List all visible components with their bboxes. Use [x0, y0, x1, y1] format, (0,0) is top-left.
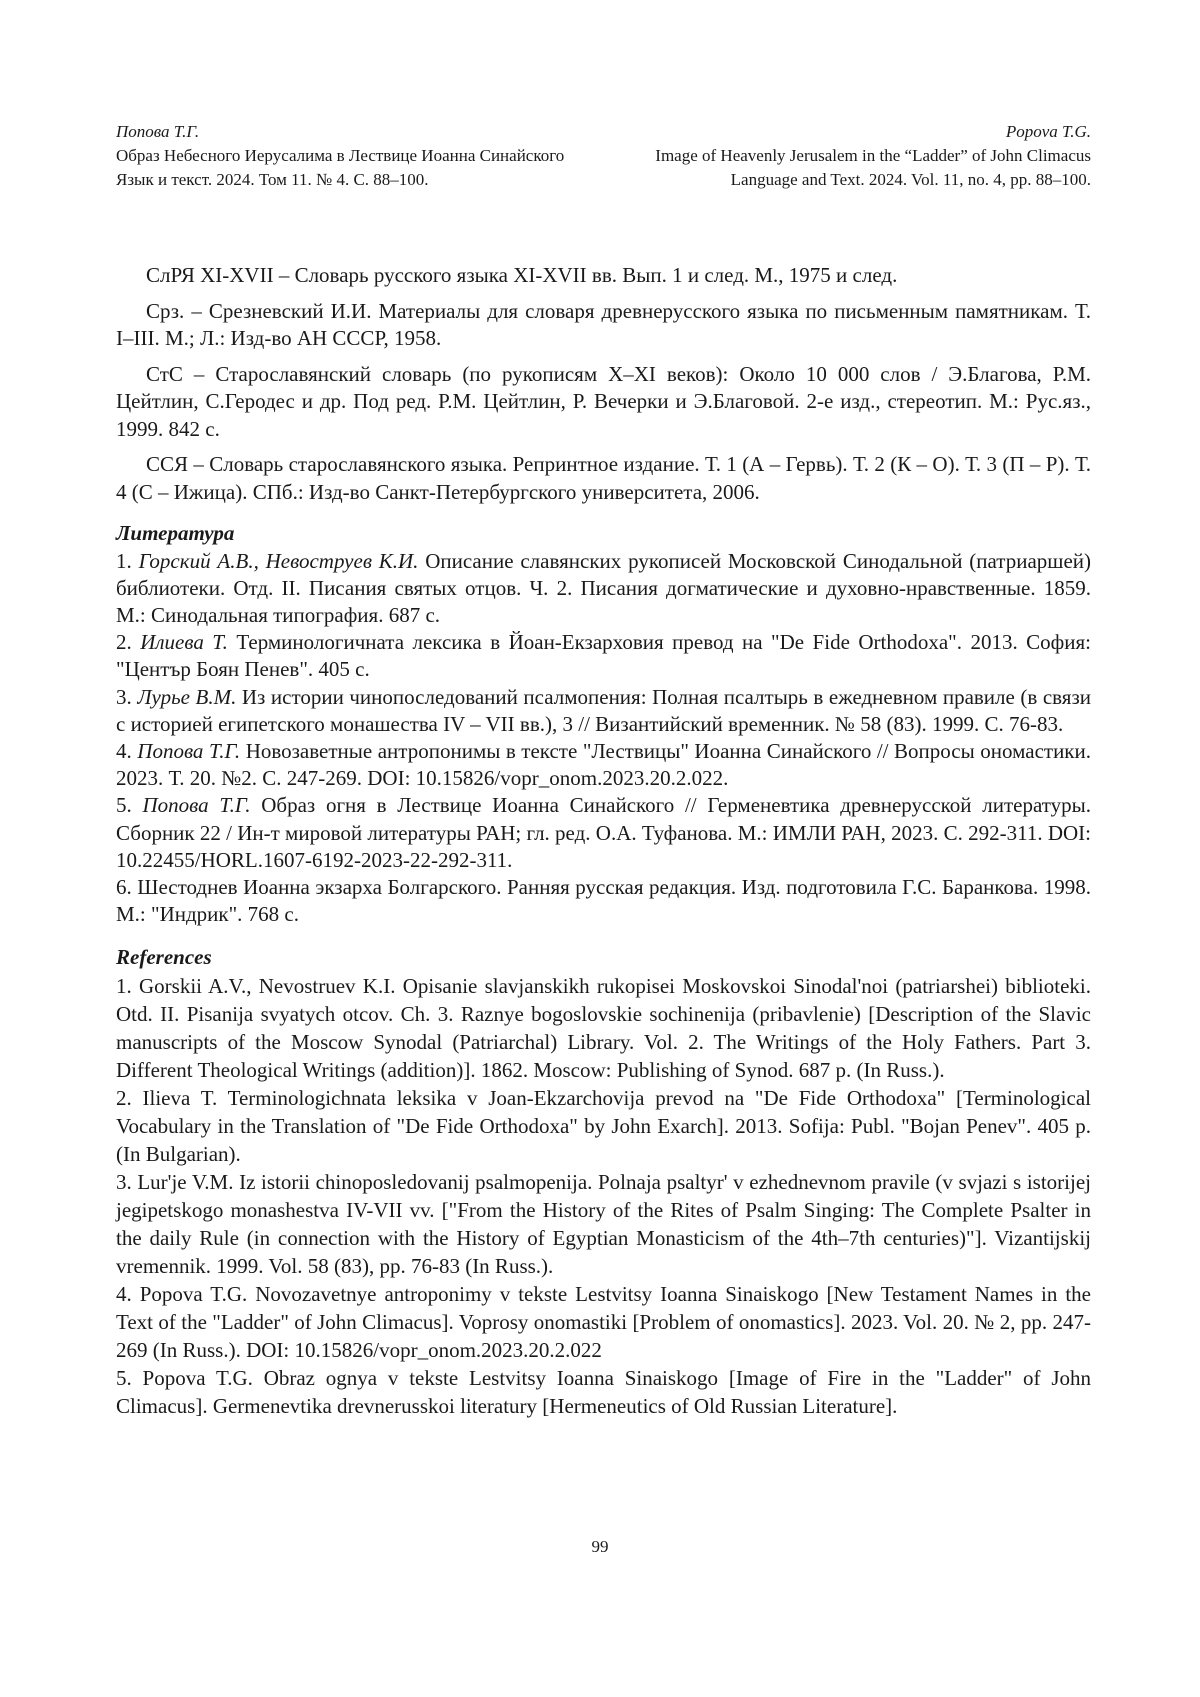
entry-author: Горский А.В., Невоструев К.И. [139, 549, 419, 573]
abbreviation-list [116, 262, 1091, 506]
entry-text: Терминологичната лексика в Йоан-Екзарховия превод на "De Fide Orthodoxa". 2013. София: "Център Боян Пенев". 405 с. [116, 630, 1091, 681]
literature-entry [116, 792, 1091, 874]
header-russian [116, 120, 571, 192]
entry-number: 2. [116, 630, 140, 654]
header-english [636, 120, 1091, 192]
references-heading: References [116, 944, 1091, 972]
entry-author: Илиева Т. [140, 630, 228, 654]
entry-author: Лурье В.М. [137, 685, 236, 709]
entry-number: 6. [116, 875, 137, 899]
abbreviation-entry: ССЯ – Словарь старославянского языка. Репринтное издание. Т. 1 (А – Гервь). Т. 2 (К – О). Т. 3 (П – Р). Т. 4 (С – Ижица). СПб.: Изд-во Санкт-Петербургского университета, 2006. [116, 451, 1091, 506]
entry-number: 3. [116, 685, 137, 709]
entry-text: Из истории чинопоследований псалмопения: Полная псалтырь в ежедневном правиле (в связи с историей египетского монашества IV – VII вв.), 3 // Византийский временник. № 58 (83). 1999. С. 76-83. [116, 685, 1091, 736]
literature-entry [116, 874, 1091, 928]
entry-text: Описание славянских рукописей Московской Синодальной (патриаршей) библиотеки. Отд. II. Писания святых отцов. Ч. 2. Писания догматические и духовно-нравственные. 1859. М.: Синодальная типография. 687 с. [116, 549, 1091, 627]
reference-entry: 2. Ilieva T. Terminologichnata leksika v Joan-Ekzarchovija prevod na "De Fide Orthodoxa" [Terminological Vocabulary in the Translation of "De Fide Orthodoxa" by John Exarch]. 2013. Sofija: Publ. "Bojan Penev". 405 p. (In Bulgarian). [116, 1084, 1091, 1168]
reference-entry: 1. Gorskii A.V., Nevostruev K.I. Opisanie slavjanskikh rukopisei Moskovskoi Sinodal'noi (patriarshei) biblioteki. Otd. II. Pisanija svyatych otcov. Ch. 3. Raznye bogoslovskie sochinenija (pribavlenie) [Description of the Slavic manuscripts of the Moscow Synodal (Patriarchal) Library. Vol. 2. The Writings of the Holy Fathers. Part 3. Different Theological Writings (addition)]. 1862. Moscow: Publishing of Synod. 687 p. (In Russ.). [116, 972, 1091, 1084]
entry-text: Шестоднев Иоанна экзарха Болгарского. Ранняя русская редакция. Изд. подготовила Г.С. Баранкова. 1998. М.: "Индрик". 768 с. [116, 875, 1091, 926]
literature-entry [116, 629, 1091, 683]
reference-entry: 4. Popova T.G. Novozavetnye antroponimy v tekste Lestvitsy Ioanna Sinaiskogo [New Testament Names in the Text of the "Ladder" of John Climacus]. Voprosy onomastiki [Problem of onomastics]. 2023. Vol. 20. № 2, pp. 247-269 (In Russ.). DOI: 10.15826/vopr_onom.2023.20.2.022 [116, 1280, 1091, 1364]
header-author-ru: Попова Т.Г. [116, 120, 571, 144]
header-author-en: Popova T.G. [636, 120, 1091, 144]
entry-text: Новозаветные антропонимы в тексте "Лествицы" Иоанна Синайского // Вопросы ономастики. 2023. Т. 20. №2. С. 247-269. DOI: 10.15826/vopr_onom.2023.20.2.022. [116, 739, 1091, 790]
entry-number: 1. [116, 549, 139, 573]
references-list [116, 972, 1091, 1420]
abbreviation-entry: Срз. – Срезневский И.И. Материалы для словаря древнерусского языка по письменным памятникам. Т. I–III. М.; Л.: Изд-во АН СССР, 1958. [116, 298, 1091, 353]
literature-list [116, 548, 1091, 929]
main-content [116, 262, 1091, 1420]
reference-entry: 5. Popova T.G. Obraz ognya v tekste Lestvitsy Ioanna Sinaiskogo [Image of Fire in the "Ladder" of John Climacus]. Germenevtika drevnerusskoi literatury [Hermeneutics of Old Russian Literature]. [116, 1364, 1091, 1420]
literature-heading: Литература [116, 520, 1091, 548]
page-number: 99 [0, 1537, 1200, 1557]
header-title-ru: Образ Небесного Иерусалима в Лествице Иоанна Синайского [116, 144, 571, 168]
header-journal-en: Language and Text. 2024. Vol. 11, no. 4, pp. 88–100. [636, 168, 1091, 192]
header-title-en: Image of Heavenly Jerusalem in the “Ladder” of John Climacus [636, 144, 1091, 168]
literature-entry [116, 738, 1091, 792]
abbreviation-entry: СтС – Старославянский словарь (по рукописям X–XI веков): Около 10 000 слов / Э.Благова, Р.М. Цейтлин, С.Геродес и др. Под ред. Р.М. Цейтлин, Р. Вечерки и Э.Благовой. 2-е изд., стереотип. М.: Рус.яз., 1999. 842 с. [116, 361, 1091, 444]
reference-entry: 3. Lur'je V.M. Iz istorii chinoposledovanij psalmopenija. Polnaja psaltyr' v ezhednevnom pravile (v svjazi s istorijej jegipetskogo monashestva IV-VII vv. ["From the History of the Rites of Psalm Singing: The Complete Psalter in the daily Rule (in connection with the History of Egyptian Monasticism of the 4th–7th centuries)"]. Vizantijskij vremennik. 1999. Vol. 58 (83), pp. 76-83 (In Russ.). [116, 1168, 1091, 1280]
abbreviation-entry: СлРЯ XI-XVII – Словарь русского языка XI-XVII вв. Вып. 1 и след. М., 1975 и след. [116, 262, 1091, 290]
entry-number: 4. [116, 739, 137, 763]
header-journal-ru: Язык и текст. 2024. Том 11. № 4. С. 88–100. [116, 168, 571, 192]
entry-number: 5. [116, 793, 142, 817]
literature-entry [116, 548, 1091, 630]
literature-entry [116, 684, 1091, 738]
entry-author: Попова Т.Г. [137, 739, 240, 763]
entry-author: Попова Т.Г. [142, 793, 250, 817]
entry-text: Образ огня в Лествице Иоанна Синайского // Герменевтика древнерусской литературы. Сборник 22 / Ин-т мировой литературы РАН; гл. ред. О.А. Туфанова. М.: ИМЛИ РАН, 2023. С. 292-311. DOI: 10.22455/HORL.1607-6192-2023-22-292-311. [116, 793, 1091, 871]
